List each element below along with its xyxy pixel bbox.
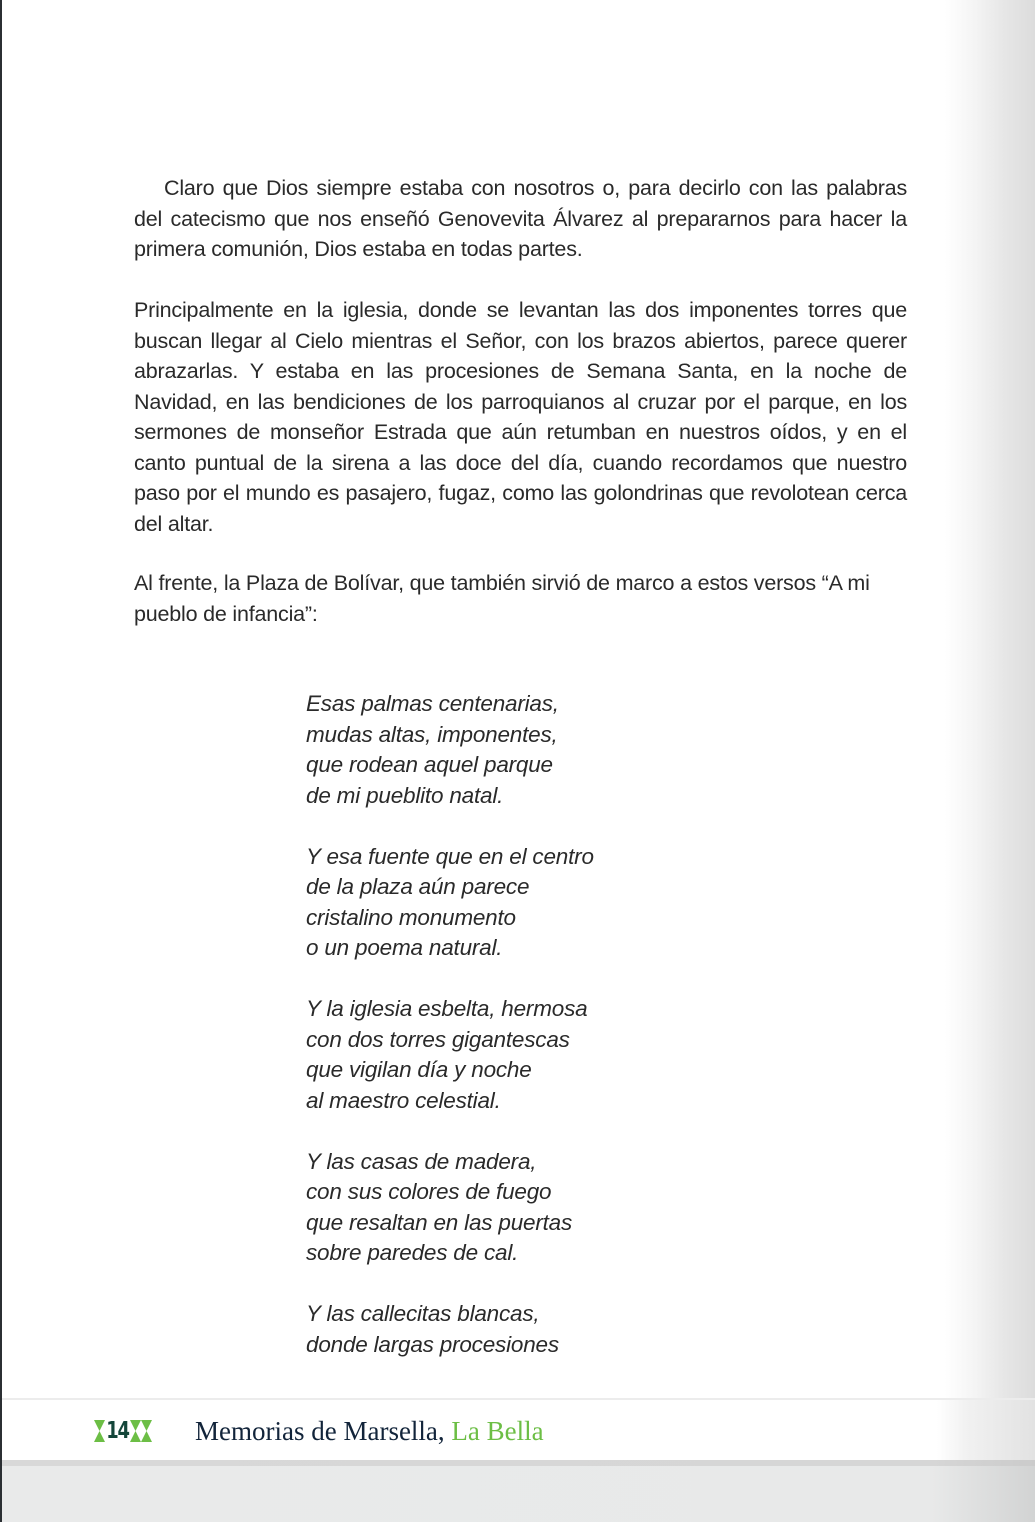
poem-line: Y la iglesia esbelta, hermosa bbox=[306, 996, 588, 1021]
poem-line: Y las callecitas blancas, bbox=[306, 1301, 540, 1326]
viewer-background bbox=[2, 1466, 1035, 1522]
poem-line: sobre paredes de cal. bbox=[306, 1240, 519, 1265]
poem-line: Y las casas de madera, bbox=[306, 1148, 537, 1174]
poem-line: que resaltan en las puertas bbox=[306, 1209, 573, 1235]
poem-line: donde largas procesiones bbox=[306, 1331, 559, 1357]
hourglass-triangle-icon bbox=[94, 1420, 105, 1442]
poem-line: con sus colores de fuego bbox=[306, 1179, 552, 1204]
poem bbox=[306, 689, 594, 1391]
page-number: 14 bbox=[106, 1418, 129, 1444]
paragraph-3-text: Al frente, la Plaza de Bolívar, que también sirvió de marco a estos versos “A mi pueblo de infancia”: bbox=[134, 571, 870, 626]
poem-stanza bbox=[306, 1299, 594, 1360]
window-left-border bbox=[0, 0, 2, 1522]
poem-line: mudas altas, imponentes, bbox=[306, 721, 558, 747]
hourglass-triangle-icon bbox=[141, 1420, 152, 1442]
poem-line: cristalino monumento bbox=[306, 904, 516, 930]
poem-line: o un poema natural. bbox=[306, 935, 503, 960]
hourglass-triangle-icon bbox=[130, 1420, 141, 1442]
book-title bbox=[195, 1414, 544, 1448]
poem-line: de la plaza aún parece bbox=[306, 874, 530, 899]
poem-line: que rodean aquel parque bbox=[306, 752, 553, 777]
poem-stanza bbox=[306, 842, 594, 964]
paragraph-2 bbox=[134, 295, 907, 539]
poem-stanza bbox=[306, 1147, 594, 1269]
poem-line: que vigilan día y noche bbox=[306, 1057, 532, 1082]
poem-stanza bbox=[306, 994, 594, 1116]
paragraph-2-text: Principalmente en la iglesia, donde se levantan las dos imponentes torres que buscan llegar al Cielo mientras el Señor, con los brazos abiertos, parece querer abrazarlas. Y estaba en las procesiones de Semana Santa, en la noche de Navidad, en las bendiciones de los parroquianos al cruzar por el parque, en los sermones de monseñor Estrada que aún retumban en nuestros oídos, y en el canto puntual de la sirena a las doce del día, cuando recordamos que nuestro paso por el mundo es pasajero, fugaz, como las golondrinas que revolotean cerca del altar. bbox=[134, 298, 907, 536]
poem-line: Esas palmas centenarias, bbox=[306, 691, 559, 716]
poem-line: Y esa fuente que en el centro bbox=[306, 843, 594, 869]
paragraph-1-text: Claro que Dios siempre estaba con nosotros o, para decirlo con las palabras del catecismo que nos enseñó Genovevita Álvarez al prepararnos para hacer la primera comunión, Dios estaba en todas partes. bbox=[134, 176, 907, 261]
poem-line: al maestro celestial. bbox=[306, 1087, 501, 1113]
poem-line: con dos torres gigantescas bbox=[306, 1026, 570, 1052]
paragraph-1 bbox=[134, 173, 907, 265]
paragraph-3 bbox=[134, 568, 907, 629]
poem-stanza bbox=[306, 689, 594, 811]
page-number-block bbox=[94, 1417, 152, 1445]
book-title-accent: La Bella bbox=[451, 1416, 544, 1446]
poem-line: de mi pueblito natal. bbox=[306, 782, 504, 808]
book-title-main: Memorias de Marsella, bbox=[195, 1416, 445, 1446]
